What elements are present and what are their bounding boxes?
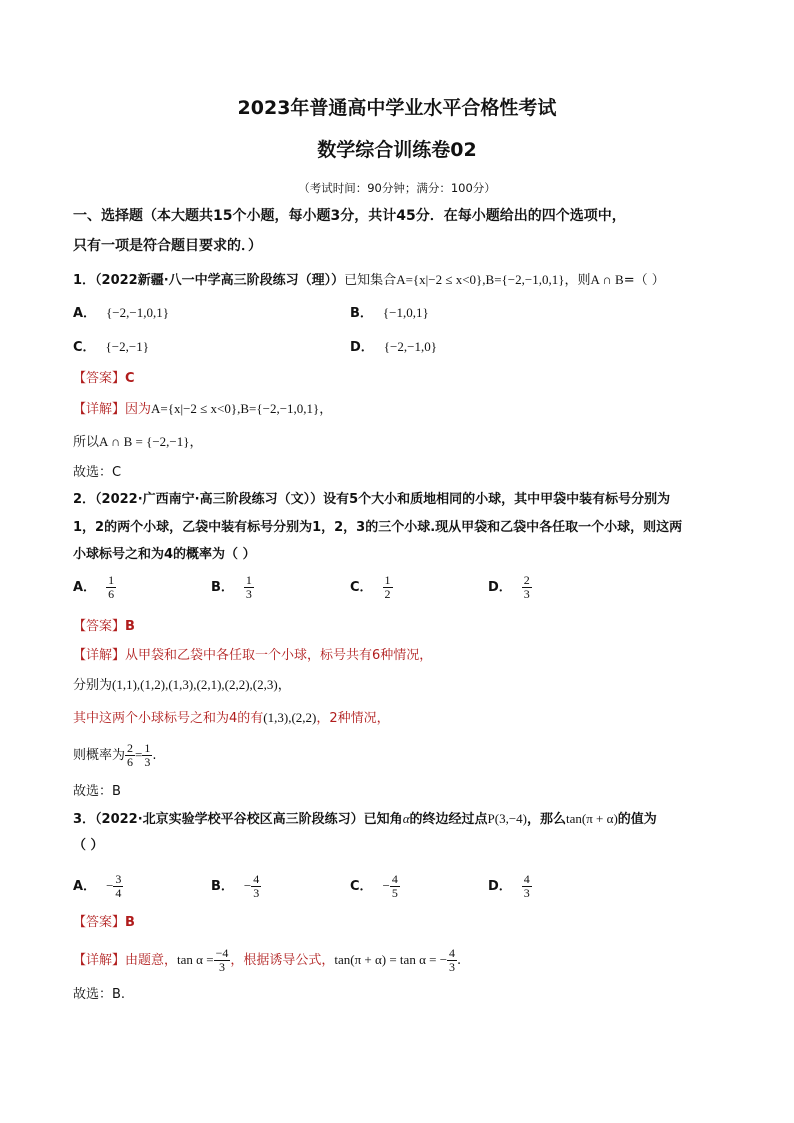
q1-option-b (350, 303, 429, 324)
answer-value: B (125, 619, 135, 634)
denominator: 3 (523, 587, 530, 601)
q3-answer (73, 913, 135, 933)
detail-tag: 【详解】 (73, 402, 126, 417)
fraction (244, 574, 254, 601)
question-text: ，则 (564, 273, 591, 288)
answer-tag: 【答案】 (73, 371, 126, 386)
option-text: {−2,−1,0} (383, 339, 437, 354)
question-text: 已知角 (363, 812, 403, 827)
detail-text: . (152, 748, 157, 763)
q2-detail (73, 646, 432, 666)
denominator: 3 (253, 886, 260, 900)
q3-option-d (488, 873, 532, 900)
denominator: 3 (218, 960, 225, 974)
option-label: C． (350, 879, 373, 894)
question-source: （2022新疆·八一中学高三阶段练习（理）） (95, 273, 345, 288)
math-expression: (1,1),(1,2),(1,3),(2,1),(2,2),(2,3) (112, 677, 278, 692)
detail-text: 则概率为 (73, 748, 126, 763)
q1-detail-line2 (73, 432, 203, 453)
question-2-stem-line3: 小球标号之和为4的概率为（ ） (73, 547, 256, 562)
numerator: 4 (523, 872, 530, 886)
math-expression: α (402, 811, 410, 826)
exam-info: （考试时间：90分钟；满分：100分） (298, 181, 496, 195)
question-number: 2． (73, 492, 96, 507)
numerator: 4 (391, 872, 398, 886)
option-label: D． (350, 340, 374, 355)
q3-conclusion: 故选：B. (73, 987, 126, 1002)
numerator: 3 (115, 872, 122, 886)
question-number: 1． (73, 273, 96, 288)
math-expression: (1,3),(2,2) (263, 710, 317, 725)
q3-option-b (211, 873, 261, 900)
option-label: A． (73, 580, 97, 595)
q2-detail-line2 (73, 675, 291, 696)
detail-text: ， (277, 678, 291, 693)
exam-title: 2023年普通高中学业水平合格性考试 (237, 97, 557, 119)
numerator: 1 (144, 741, 151, 755)
detail-text: ， (319, 402, 333, 417)
q3-option-a (73, 873, 123, 900)
detail-text: 从甲袋和乙袋中各任取一个小球，标号共有6种情况， (125, 648, 433, 663)
numerator: −4 (215, 946, 229, 960)
question-text: 已知集合 (344, 273, 397, 288)
fraction (142, 742, 152, 769)
denominator: 3 (523, 886, 530, 900)
option-label: A． (73, 306, 97, 321)
question-2-stem-line2: 1，2的两个小球，乙袋中装有标号分别为1，2，3的三个小球.现从甲袋和乙袋中各任取一个小球，则这两 (73, 520, 683, 535)
fraction (390, 873, 400, 900)
math-expression: tan(π + α) = tan α = − (334, 952, 448, 967)
answer-value: B (125, 915, 135, 930)
q2-detail-line3 (73, 708, 390, 729)
math-expression: tan α = (177, 952, 214, 967)
math-expression: A ∩ B (590, 272, 624, 287)
q1-option-d (350, 337, 437, 358)
detail-text: ，根据诱导公式， (230, 953, 335, 968)
fraction (522, 873, 532, 900)
q2-option-c (350, 574, 393, 601)
option-label: D． (488, 580, 512, 595)
q2-conclusion: 故选：B (73, 784, 121, 799)
question-text: 的值为 (617, 812, 657, 827)
detail-tag: 【详解】 (73, 648, 126, 663)
section-heading-line2: 只有一项是符合题目要求的．） (73, 238, 262, 254)
question-source: （2022·广西南宁·高三阶段练习（文）） (95, 492, 324, 507)
question-1-stem (73, 270, 665, 291)
denominator: 5 (391, 886, 398, 900)
option-label: B． (211, 580, 234, 595)
question-text: 设有5个大小和质地相同的小球，其中甲袋中装有标号分别为 (323, 492, 671, 507)
option-label: B． (211, 879, 234, 894)
q3-option-c (350, 873, 400, 900)
question-text: ，那么 (527, 812, 567, 827)
q2-answer (73, 617, 135, 637)
math-expression: A={x|−2 ≤ x<0},B={−2,−1,0,1} (151, 401, 320, 416)
detail-text: 因为 (125, 402, 152, 417)
math-expression: tan(π + α) (566, 811, 618, 826)
q1-detail (73, 399, 332, 420)
math-expression: A ∩ B = {−2,−1} (99, 434, 190, 449)
q2-option-a (73, 574, 116, 601)
option-text: {−2,−1,0,1} (106, 305, 169, 320)
math-expression: A={x|−2 ≤ x<0},B={−2,−1,0,1} (396, 272, 565, 287)
q2-option-d (488, 574, 532, 601)
denominator: 6 (108, 587, 115, 601)
denominator: 4 (115, 886, 122, 900)
q1-conclusion: 故选：C (73, 465, 122, 480)
option-label: D． (488, 879, 512, 894)
detail-text: 由题意， (125, 953, 178, 968)
option-label: C． (73, 340, 96, 355)
q2-option-b (211, 574, 254, 601)
numerator: 2 (523, 573, 530, 587)
fraction (125, 742, 135, 769)
q3-detail (73, 947, 461, 974)
question-3-stem-line2: （ ） (73, 838, 104, 853)
detail-text: 分别为 (73, 678, 113, 693)
question-text: 的终边经过点 (409, 812, 488, 827)
option-text: {−1,0,1} (382, 305, 429, 320)
fraction (106, 574, 116, 601)
detail-tag: 【详解】 (73, 953, 126, 968)
numerator: 1 (245, 573, 252, 587)
option-label: B． (350, 306, 373, 321)
minus-sign: − (382, 878, 390, 893)
option-label: C． (350, 580, 373, 595)
fraction (447, 947, 457, 974)
question-number: 3． (73, 812, 96, 827)
exam-subtitle: 数学综合训练卷02 (317, 139, 477, 161)
fraction (251, 873, 261, 900)
question-text: =（ ） (623, 273, 665, 288)
denominator: 6 (127, 755, 134, 769)
question-2-stem-line1 (73, 490, 670, 510)
detail-text: 所以 (73, 435, 100, 450)
question-source: （2022·北京实验学校平谷校区高三阶段练习） (95, 812, 364, 827)
denominator: 3 (245, 587, 252, 601)
fraction (383, 574, 393, 601)
fraction (214, 947, 231, 974)
option-text: {−2,−1} (105, 339, 149, 354)
fraction (522, 574, 532, 601)
answer-tag: 【答案】 (73, 619, 126, 634)
denominator: 2 (384, 587, 391, 601)
numerator: 4 (253, 872, 260, 886)
numerator: 1 (108, 573, 115, 587)
answer-tag: 【答案】 (73, 915, 126, 930)
numerator: 4 (449, 946, 456, 960)
q1-option-c (73, 337, 149, 358)
numerator: 2 (127, 741, 134, 755)
option-label: A． (73, 879, 97, 894)
denominator: 3 (144, 755, 151, 769)
fraction (113, 873, 123, 900)
detail-text: ， (189, 435, 203, 450)
detail-text: . (457, 953, 462, 968)
numerator: 1 (384, 573, 391, 587)
minus-sign: − (106, 878, 114, 893)
denominator: 3 (449, 960, 456, 974)
q2-detail-line4 (73, 742, 157, 769)
question-3-stem (73, 809, 657, 830)
q1-option-a (73, 303, 169, 324)
section-heading-line1: 一、选择题（本大题共15个小题，每小题3分，共计45分．在每小题给出的四个选项中， (73, 208, 626, 224)
detail-text: ，2种情况， (316, 711, 390, 726)
q1-answer (73, 369, 135, 389)
math-expression: P(3,−4) (487, 811, 528, 826)
equals-sign: = (135, 747, 143, 762)
answer-value: C (125, 371, 135, 386)
minus-sign: − (243, 878, 252, 893)
detail-text: 其中这两个小球标号之和为4的有 (73, 711, 264, 726)
